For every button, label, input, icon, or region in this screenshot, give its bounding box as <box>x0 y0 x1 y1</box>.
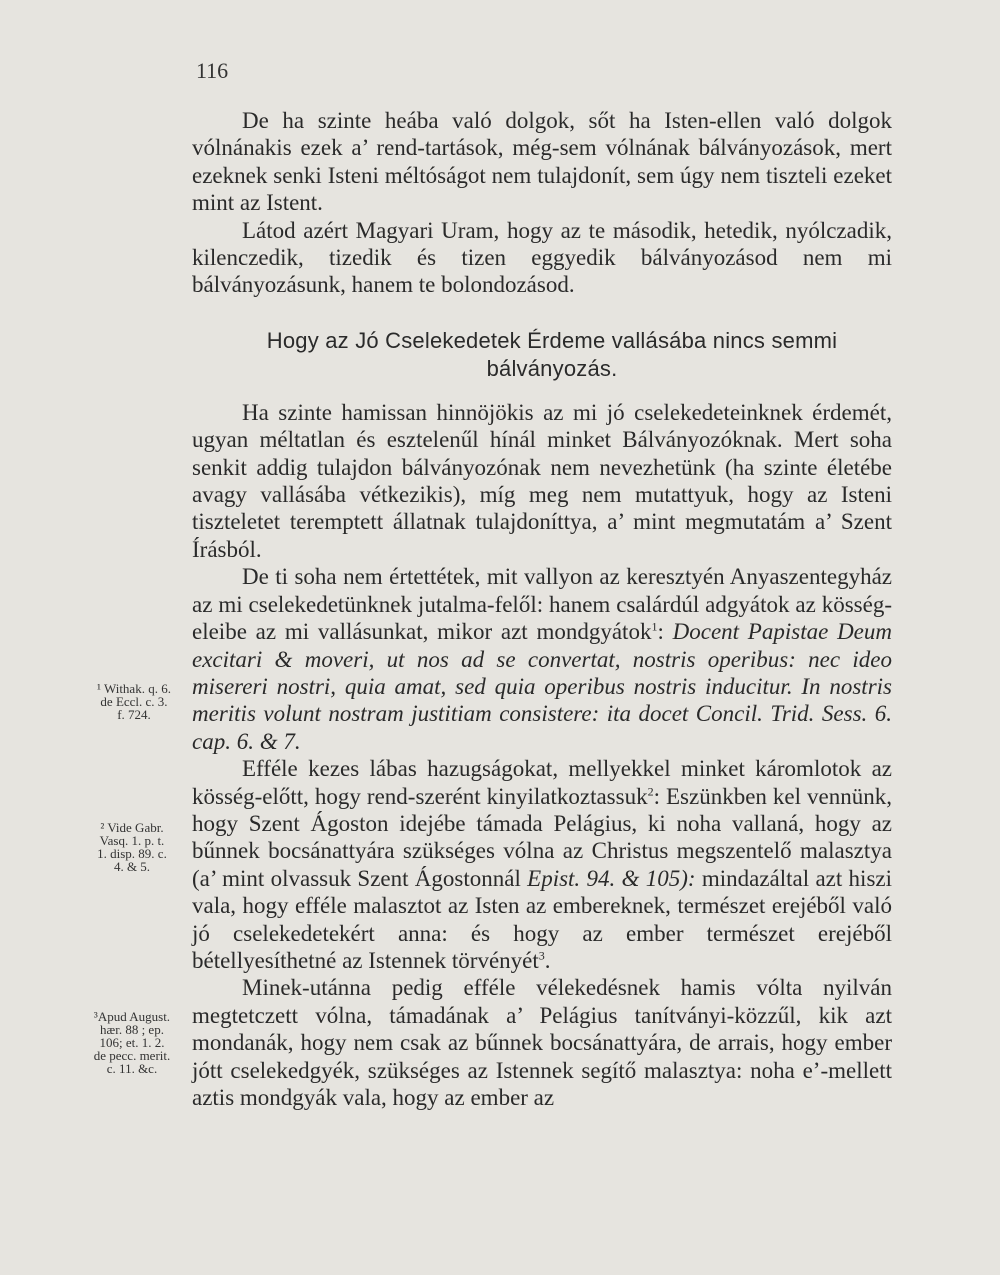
margin-note-line: f. 724. <box>117 707 151 722</box>
margin-note-line: 106; et. 1. 2. <box>99 1035 165 1050</box>
margin-note-line: 4. & 5. <box>113 859 151 874</box>
paragraph: De ha szinte heába való dolgok, sőt ha Isten-ellen való dolgok vólnánakis ezek a’ rend-tartások, még-sem vólnának bálványozások, mert ezeknek senki Isteni méltóságot nem tulajdonít, sem úgy nem tiszteli ezeket mint az Istent. <box>192 108 892 216</box>
margin-note <box>78 1010 186 1075</box>
paragraph <box>192 563 892 755</box>
margin-note-line: ³Apud August. <box>93 1009 171 1024</box>
paragraph: Látod azért Magyari Uram, hogy az te második, hetedik, nyólczadik, kilenczedik, tizedik és tizen eggyedik bálványozásod nem mi bálványozásunk, hanem te bolondozásod. <box>192 217 892 298</box>
paragraph-text: Efféle kezes lábas hazugságokat, mellyekkel minket káromlotok az kösség-előtt, hogy rend-szerént kinyilatkoztassuk <box>192 756 892 809</box>
paragraph <box>192 755 892 974</box>
page-number: 116 <box>196 58 229 83</box>
margin-note-line: 1. disp. 89. c. <box>97 846 167 861</box>
margin-note-line: hær. 88 ; ep. <box>100 1022 164 1037</box>
margin-note-line: Vasq. 1. p. t. <box>99 833 165 848</box>
paragraph-text: : <box>657 619 673 645</box>
margin-note-line: de pecc. merit. <box>93 1048 171 1063</box>
paragraph-text: : Eszünkben kel vennünk, hogy Szent Ágoston idejébe támada Pelágius, ki noha vallaná, hogy az bűnnek bocsánattyára szükséges vólna az Christus megszentelő malasztya (a’ mint olvassuk Szent Ágostonnál <box>192 783 892 891</box>
footnote-ref: 1 <box>651 619 658 634</box>
margin-note-line: ² Vide Gabr. <box>100 820 164 835</box>
paragraph-text: De ti soha nem értettétek, mit vallyon az keresztyén Anyaszentegyház az mi cselekedetünknek jutalma-felől: hanem csalárdúl adgyátok az kösség-eleibe az mi vallásunkat, mikor azt mondgyátok <box>192 564 892 645</box>
footnote-ref: 3 <box>538 948 545 963</box>
latin-quote: Docent Papistae Deum excitari & moveri, ut nos ad se convertat, nostris operibus: nec ideo misereri nostri, quia amat, sed quia operibus nostris inducitur. In nostris meritis volunt nostram justitiam consistere: ita docet Concil. Trid. Sess. 6. cap. 6. & 7. <box>192 619 892 754</box>
paragraph: Minek-utánna pedig efféle vélekedésnek hamis vólta nyilván megtetczett vólna, támadának a’ Pelágius tanítványi-közzűl, kik azt mondanák, hogy nem csak az bűnnek bocsánattyára, de arrais, hogy ember jótt cselekedgyék, szükséges az Istennek segítő malasztya: noha e’-mellett aztis mondgyák vala, hogy az ember az <box>192 975 892 1110</box>
paragraph: Ha szinte hamissan hinnöjökis az mi jó cselekedeteinknek érdemét, ugyan méltatlan és esztelenűl hínál minket Bálványozóknak. Mert soha senkit addig tulajdon bálványozónak nem nevezhetünk (ha szinte életébe avagy vallásába vétkezikis), míg meg nem mutattyuk, hogy az Isteni tiszteletet teremptett állatnak tulajdoníttya, a’ mint megmutatám a’ Szent Írásból. <box>192 399 892 562</box>
margin-note-line: c. 11. &c. <box>106 1061 158 1076</box>
footnote-ref: 2 <box>647 783 654 798</box>
paragraph-text: mindazáltal azt hiszi vala, hogy efféle malasztot az Isten az embereknek, természet erejéből való jó cselekedetekért anna: és hogy az ember természet erejéből bétellyesíthetné az Istennek törvényét <box>192 865 893 973</box>
citation: Epist. 94. & 105): <box>527 865 696 891</box>
margin-note <box>80 682 188 721</box>
margin-note-line: ¹ Withak. q. 6. <box>97 681 171 696</box>
section-heading: Hogy az Jó Cselekedetek Érdeme vallásába nincs semmi bálványozás. <box>266 327 838 381</box>
margin-note-line: de Eccl. c. 3. <box>100 694 168 709</box>
paragraph-text: . <box>544 947 551 973</box>
main-text <box>192 107 892 1111</box>
margin-note <box>78 821 186 873</box>
